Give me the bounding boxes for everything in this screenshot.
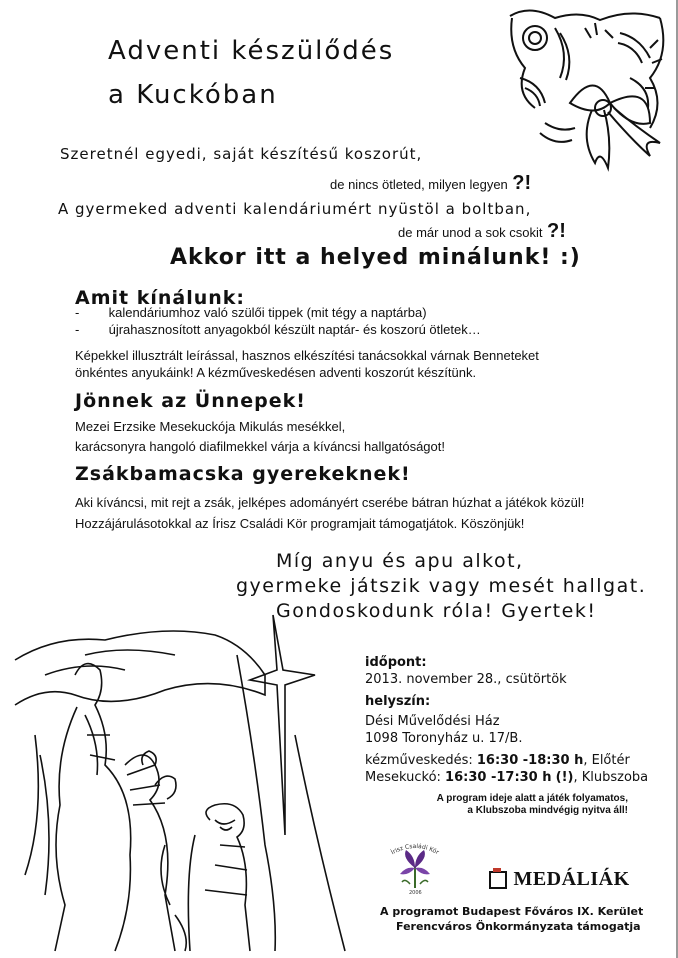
sponsor-line-1: A programot Budapest Főváros IX. Kerület xyxy=(380,905,644,918)
question-1-line-2 xyxy=(330,172,531,195)
note-line-1: A program ideje alatt a játék folyamatos, xyxy=(436,793,628,804)
place-label: helyszín: xyxy=(365,694,431,709)
question-1-line-1: Szeretnél egyedi, saját készítésű koszorút, xyxy=(60,145,423,163)
holidays-line-1: Mezei Erzsike Mesekuckója Mikulás mesékkel, xyxy=(75,419,346,434)
time-label: időpont: xyxy=(365,655,427,670)
offer-heading: Amit kínálunk: xyxy=(75,287,246,309)
story-schedule xyxy=(365,770,648,785)
offer-bullet-text-2: újrahasznosított anyagokból készült naptár- és koszorú ötletek… xyxy=(108,322,481,337)
grabbag-heading: Zsákbamacska gyerekeknek! xyxy=(75,463,411,485)
note-line-2: a Klubszoba mindvégig nyitva áll! xyxy=(467,805,628,816)
program-note xyxy=(437,793,628,817)
craft-room: , Előtér xyxy=(583,753,630,768)
medaliak-logo xyxy=(489,868,630,891)
grabbag-line-2: Hozzájárulásotokkal az Írisz Családi Kör programjait támogatjátok. Köszönjük! xyxy=(75,516,525,531)
holidays-line-2: karácsonyra hangoló diafilmekkel várja a kíváncsi hallgatóságot! xyxy=(75,439,445,454)
iris-logo-year: 2006 xyxy=(409,890,422,896)
story-mark: (!) xyxy=(555,770,574,785)
iris-logo xyxy=(380,838,450,894)
bullet-marker: - xyxy=(75,305,80,320)
offer-bullet-2 xyxy=(75,321,481,338)
slogan-line-2: gyermeke játszik vagy mesét hallgat. xyxy=(236,575,647,597)
craft-time: 16:30 -18:30 h xyxy=(476,753,584,768)
craft-label: kézműveskedés: xyxy=(365,753,473,768)
medaliak-book-icon xyxy=(489,871,507,889)
story-room: , Klubszoba xyxy=(573,770,649,785)
sponsor-line-2: Ferencváros Önkormányzata támogatja xyxy=(396,920,641,933)
place-line-2: 1098 Toronyház u. 17/B. xyxy=(365,731,523,746)
title-line-2: a Kuckóban xyxy=(108,80,278,110)
time-value: 2013. november 28., csütörtök xyxy=(365,672,567,687)
craft-schedule xyxy=(365,753,630,768)
three-kings-illustration xyxy=(15,615,360,951)
offer-paragraph-line-1: Képekkel illusztrált leírással, hasznos elkészítési tanácsokkal várnak Benneteket xyxy=(75,348,539,363)
callout: Akkor itt a helyed minálunk! :) xyxy=(170,245,581,270)
title-line-1: Adventi készülődés xyxy=(108,36,395,66)
question-2-text: de már unod a sok csokit xyxy=(398,225,543,240)
offer-paragraph-line-2: önkéntes anyukáink! A kézműveskedésen adventi koszorút készítünk. xyxy=(75,365,477,380)
story-time: 16:30 -17:30 h xyxy=(445,770,552,785)
bullet-marker: - xyxy=(75,322,80,337)
question-2-mark: ?! xyxy=(546,220,566,242)
grabbag-line-1: Aki kíváncsi, mit rejt a zsák, jelképes adományért cserébe bátran húzhat a játékok közül! xyxy=(75,495,585,510)
slogan-line-3: Gondoskodunk róla! Gyertek! xyxy=(276,600,597,622)
medaliak-logo-text: MEDÁLIÁK xyxy=(513,868,630,890)
question-2-line-2 xyxy=(398,220,566,243)
place-line-1: Dési Művelődési Ház xyxy=(365,714,500,729)
offer-bullet-text-1: kalendáriumhoz való szülői tippek (mit tégy a naptárba) xyxy=(108,305,427,320)
story-label: Mesekuckó: xyxy=(365,770,441,785)
slogan-line-1: Míg anyu és apu alkot, xyxy=(276,550,524,572)
question-2-line-1: A gyermeked adventi kalendáriumért nyüstöl a boltban, xyxy=(58,200,532,218)
holidays-heading: Jönnek az Ünnepek! xyxy=(75,390,306,412)
offer-bullet-1 xyxy=(75,304,427,321)
iris-logo-text: Írisz Családi Kör xyxy=(389,842,440,857)
question-1-text: de nincs ötleted, milyen legyen xyxy=(330,177,508,192)
question-1-mark: ?! xyxy=(512,172,532,194)
wreath-illustration xyxy=(500,8,670,176)
